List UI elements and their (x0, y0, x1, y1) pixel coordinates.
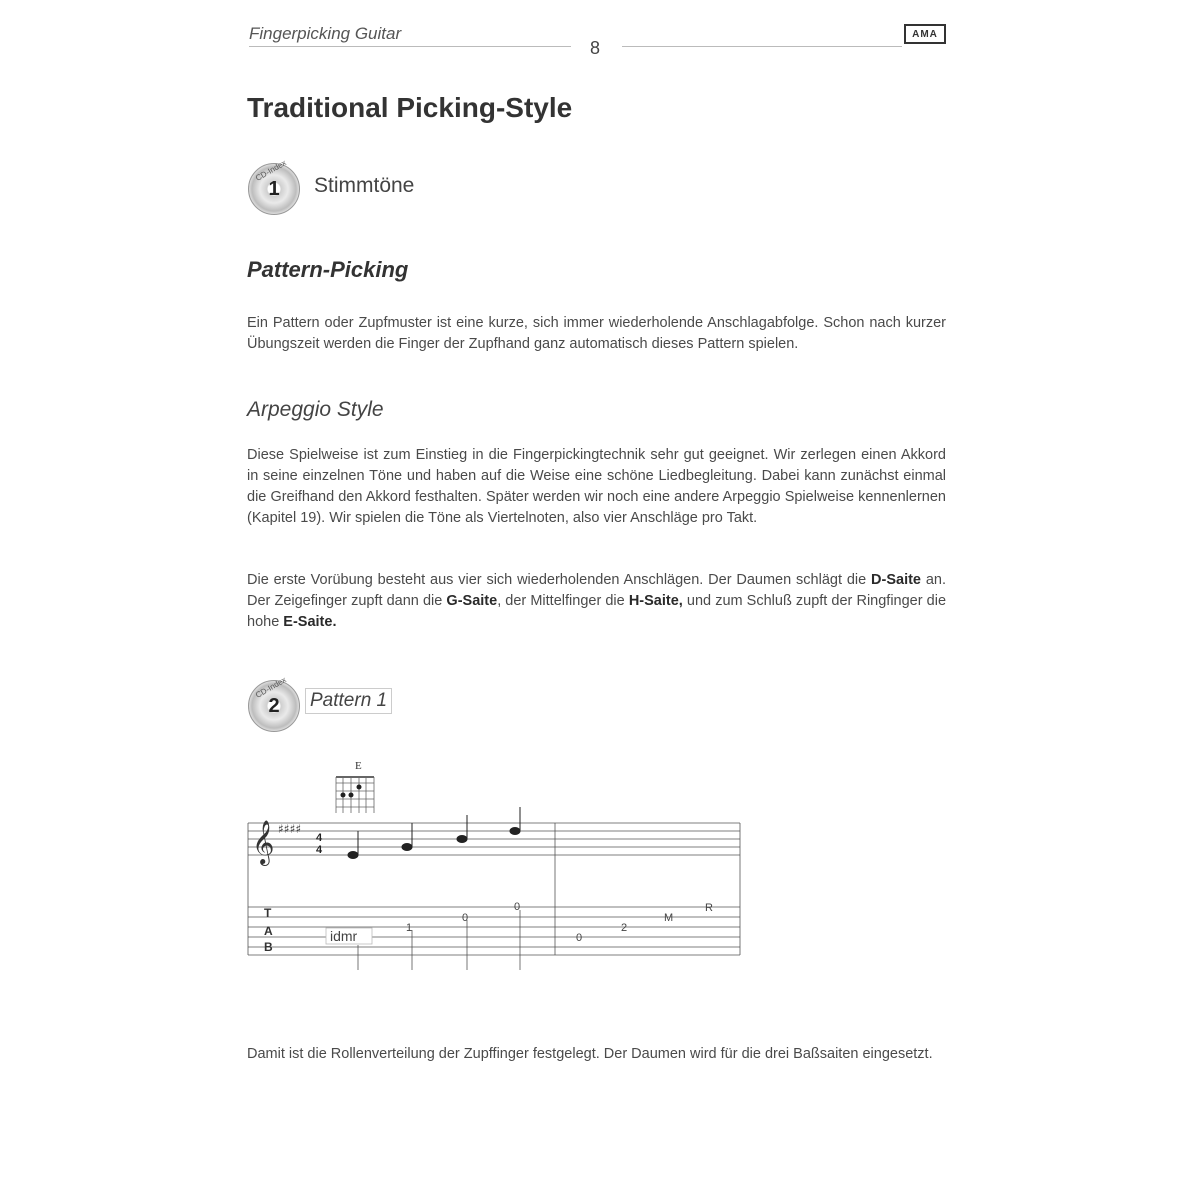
notes-bar-1 (348, 807, 520, 859)
cd-index-label: CD-Index (254, 675, 288, 700)
publisher-logo: AMA (904, 24, 946, 44)
cd-track-title: Stimmtöne (314, 174, 415, 197)
time-signature-top: 4 (316, 832, 323, 844)
tab-number: 0 (576, 932, 583, 944)
header-rule-left (249, 46, 571, 47)
tab-number: M (664, 912, 674, 924)
paragraph-closing: Damit ist die Rollenverteilung der Zupffinger festgelegt. Der Daumen wird für die drei Baßsaiten eingesetzt. (247, 1046, 933, 1062)
tab-letter: T (264, 906, 272, 920)
time-signature-bottom: 4 (316, 844, 323, 856)
running-header-title: Fingerpicking Guitar (249, 24, 402, 43)
section-heading-pattern-picking: Pattern-Picking (247, 257, 409, 282)
chord-dot (349, 793, 354, 798)
cd-track-title: Pattern 1 (305, 688, 392, 714)
tab-number: 2 (621, 922, 628, 934)
tab-number: 1 (406, 922, 413, 934)
header-rule-right (622, 46, 902, 47)
tab-letter: B (264, 940, 273, 954)
cd-index-label: CD-Index (254, 158, 288, 183)
treble-clef-icon: 𝄞 (252, 820, 275, 864)
chord-name: E (355, 760, 362, 772)
music-notation (240, 755, 750, 970)
chord-dot (341, 793, 346, 798)
tab-letter: A (264, 924, 273, 938)
paragraph-pattern-picking: Ein Pattern oder Zupfmuster ist eine kurze, sich immer wiederholende Anschlagabfolge. Schon nach kurzer Übungszeit werden die Finger der Zupfhand ganz automatisch dieses Pattern spielen. (247, 315, 946, 352)
page-title: Traditional Picking-Style (247, 92, 573, 123)
tab-number: 0 (514, 901, 521, 913)
page-number: 8 (590, 38, 601, 58)
section-heading-arpeggio-style: Arpeggio Style (247, 398, 384, 421)
tab-stems (358, 910, 520, 970)
tab-number: 0 (462, 912, 469, 924)
cd-track-number: 2 (268, 695, 280, 717)
tab-number: R (705, 902, 713, 914)
paragraph-arpeggio-intro: Diese Spielweise ist zum Einstieg in die Fingerpickingtechnik sehr gut geeignet. Wir zerlegen einen Akkord in seine einzelnen Töne und haben auf die Weise eine schöne Liedbegleitung. Dabei kann zunächst einmal die Greifhand den Akkord festhalten. Später werden wir noch eine andere Arpeggio Spielweise kennenlernen (Kapitel 19). Wir spielen die Töne als Viertelnoten, also vier Anschläge pro Takt. (247, 447, 946, 526)
paragraph-arpeggio-exercise: Die erste Vorübung besteht aus vier sich wiederholenden Anschlägen. Der Daumen schlägt die D-Saite an. Der Zeigefinger zupft dann die G-Saite, der Mittelfinger die H-Saite, und zum Schluß zupft der Ringfinger die hohe E-Saite. (247, 572, 947, 630)
key-signature-icon: ♯♯♯♯ (278, 822, 302, 836)
cd-track-number: 1 (268, 178, 280, 200)
fingering-label: idmr (330, 928, 358, 944)
chord-dot (357, 785, 362, 790)
